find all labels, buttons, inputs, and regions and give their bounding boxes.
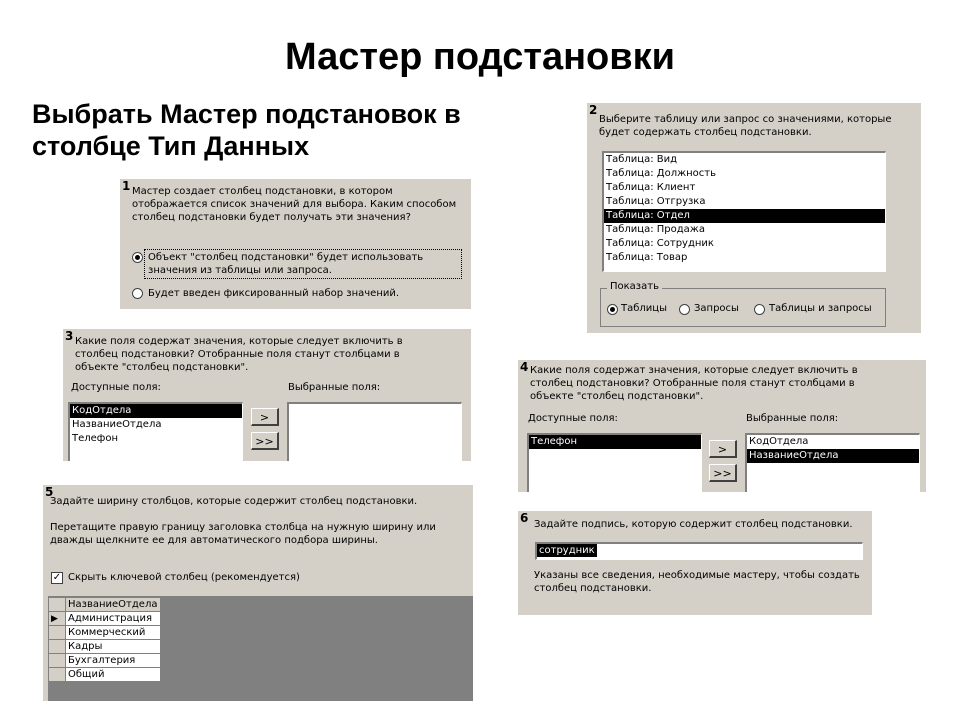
step6-note: Указаны все сведения, необходимые мастеру, чтобы создать столбец подстановки.	[534, 570, 860, 594]
step5-hide-key-label: Скрыть ключевой столбец (рекомендуется)	[68, 572, 300, 583]
step3-panel	[63, 329, 471, 461]
step6-caption-input[interactable]	[535, 542, 863, 560]
step5-hint: Перетащите правую границу заголовка столбца на нужную ширину или дважды щелкните ее для автоматического подбора ширины.	[50, 522, 436, 546]
step4-available-label: Доступные поля:	[528, 413, 618, 424]
step1-option-table-label: Объект "столбец подстановки" будет использовать значения из таблицы или запроса.	[148, 252, 424, 276]
step5-hide-key-checkbox[interactable]: ✓	[52, 572, 62, 583]
step1-question: Мастер создает столбец подстановки, в котором отображается список значений для выбора. Каким способом столбец подстановки будет получать эти значения?	[132, 186, 457, 223]
grid-column-header[interactable]: НазваниеОтдела	[66, 598, 161, 612]
step2-radio-both-label: Таблицы и запросы	[769, 303, 872, 314]
slide-title: Мастер подстановки	[285, 36, 675, 78]
step2-table-list[interactable]	[602, 151, 886, 272]
step2-radio-tables-label: Таблицы	[621, 303, 667, 314]
step3-selected-label: Выбранные поля:	[288, 382, 381, 393]
row-selector[interactable]: ▶	[49, 612, 66, 626]
step2-radio-queries-label: Запросы	[694, 303, 739, 314]
table-row[interactable]	[49, 612, 161, 626]
step4-selected-list[interactable]	[745, 433, 920, 492]
slide-subtitle: Выбрать Мастер подстановок в столбце Тип Данных	[32, 99, 461, 161]
step4-selected-label: Выбранные поля:	[746, 413, 839, 424]
step1-option-fixed-label: Будет введен фиксированный набор значений.	[148, 288, 400, 299]
step3-available-item[interactable]: КодОтдела	[70, 404, 242, 418]
grid-cell: Кадры	[66, 640, 161, 654]
step4-question: Какие поля содержат значения, которые следует включить в столбец подстановки? Отобранные поля станут столбцами в объекте "столбец подстановки".	[530, 365, 858, 402]
step1-radio-fixed[interactable]	[132, 288, 143, 299]
step2-list-item[interactable]: Таблица: Сотрудник	[606, 238, 714, 249]
step3-available-item[interactable]: НазваниеОтдела	[72, 419, 162, 430]
grid-cell: Администрация	[66, 612, 161, 626]
step2-radio-both[interactable]	[754, 304, 765, 315]
row-selector[interactable]	[49, 626, 66, 640]
step2-question: Выберите таблицу или запрос со значениями, которые будет содержать столбец подстановки.	[599, 114, 892, 138]
step5-number: 5	[45, 485, 54, 499]
step6-number: 6	[520, 511, 529, 525]
step3-available-list[interactable]	[68, 402, 243, 461]
table-row[interactable]	[49, 626, 161, 640]
step3-add-one-button[interactable]: >	[251, 408, 279, 426]
step2-list-item[interactable]: Таблица: Вид	[606, 154, 678, 165]
grid-cell: Общий	[66, 668, 161, 682]
table-row[interactable]	[49, 668, 161, 682]
step2-list-item[interactable]: Таблица: Клиент	[606, 182, 696, 193]
step2-show-label: Показать	[607, 281, 662, 292]
step4-panel	[518, 360, 926, 492]
row-selector[interactable]	[49, 654, 66, 668]
step2-show-group	[600, 281, 886, 327]
table-row[interactable]	[49, 654, 161, 668]
step4-available-list[interactable]	[527, 433, 702, 492]
step3-add-all-button[interactable]: >>	[251, 432, 279, 450]
step3-available-label: Доступные поля:	[71, 382, 161, 393]
step3-available-item[interactable]: Телефон	[72, 433, 119, 444]
step5-question: Задайте ширину столбцов, которые содержит столбец подстановки.	[50, 496, 418, 507]
step4-selected-item[interactable]: КодОтдела	[749, 436, 809, 447]
step1-number: 1	[122, 179, 131, 193]
step4-selected-item[interactable]: НазваниеОтдела	[747, 449, 919, 463]
row-selector[interactable]	[49, 640, 66, 654]
step4-add-all-button[interactable]: >>	[709, 464, 737, 482]
step2-number: 2	[589, 103, 598, 117]
step5-panel	[43, 485, 473, 701]
step6-question: Задайте подпись, которую содержит столбец подстановки.	[534, 519, 853, 530]
step2-radio-tables[interactable]	[607, 304, 618, 315]
step2-radio-queries[interactable]	[679, 304, 690, 315]
step6-caption-value: сотрудник	[539, 545, 595, 556]
step2-list-item[interactable]: Таблица: Продажа	[606, 224, 705, 235]
step4-number: 4	[520, 360, 529, 374]
step3-question: Какие поля содержат значения, которые следует включить в столбец подстановки? Отобранные поля станут столбцами в объекте "столбец подстановки".	[75, 336, 403, 373]
step4-available-item[interactable]: Телефон	[529, 435, 701, 449]
step2-list-item[interactable]: Таблица: Отгрузка	[606, 196, 706, 207]
step1-radio-table[interactable]	[132, 252, 143, 263]
step1-panel	[120, 179, 471, 309]
row-selector[interactable]	[49, 668, 66, 682]
grid-cell: Коммерческий	[66, 626, 161, 640]
grid-corner	[49, 598, 66, 612]
step6-panel	[518, 511, 872, 615]
step2-list-item[interactable]: Таблица: Отдел	[604, 209, 885, 223]
step4-add-one-button[interactable]: >	[709, 440, 737, 458]
step2-list-item[interactable]: Таблица: Товар	[606, 252, 688, 263]
step2-list-item[interactable]: Таблица: Должность	[606, 168, 716, 179]
step3-selected-list[interactable]	[287, 402, 462, 461]
step2-panel	[587, 103, 921, 333]
grid-cell: Бухгалтерия	[66, 654, 161, 668]
step3-number: 3	[65, 329, 74, 343]
step5-column-grid[interactable]	[48, 597, 161, 682]
table-row[interactable]	[49, 640, 161, 654]
